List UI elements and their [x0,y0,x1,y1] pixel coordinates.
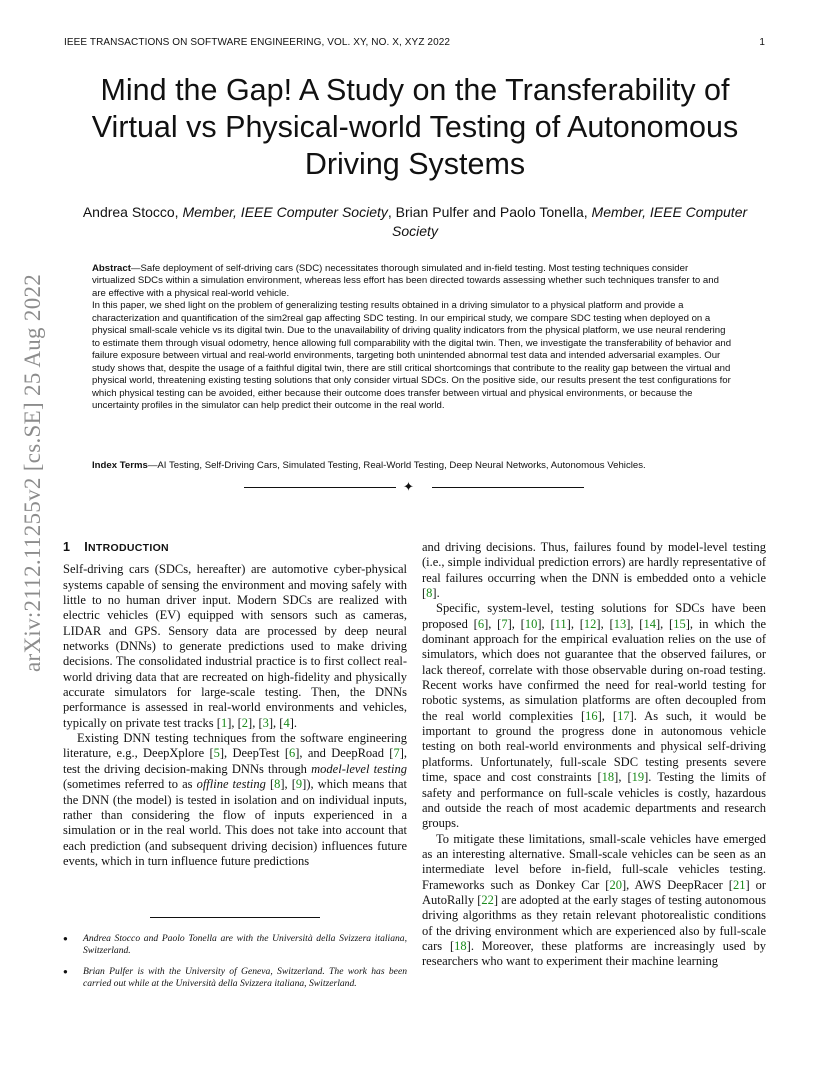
intro-paragraph-5: To mitigate these limitations, small-scale vehicles have emerged as an interesting alternative. Small-scale vehicles can be seen as an intermediate level before in-field, full-scale vehicles testing. Frameworks such as Donkey Car [20], AWS DeepRacer [21] or AutoRally [22] are adopted at the early stages of testing autonomous driving algorithms as they retain relevant photorealistic conditions of the driving environment which are experienced also by full-scale cars [18]. Moreover, these platforms are increasingly used by researchers who want to experiment their machine learning [422,831,767,969]
citation-link[interactable]: 8 [274,777,281,792]
paper-title: Mind the Gap! A Study on the Transferability of Virtual vs Physical-world Testing of Autonomous Driving Systems [91,73,739,181]
running-header [64,37,765,48]
footnote-1-text: Andrea Stocco and Paolo Tonella are with the Università della Svizzera italiana, Switzerland. [83,933,407,956]
footnote-1 [63,933,407,956]
citation-link[interactable]: 11 [554,616,567,631]
citation-link[interactable]: 13 [613,616,627,631]
divider-line-right [432,487,584,488]
section-heading [63,540,407,556]
section-number: 1 [63,540,71,554]
intro-paragraph-4: Specific, system-level, testing solutions for SDCs have been proposed [6], [7], [10], [11], [12], [13], [14], [15], in which the dominant approach for the empirical evaluation relies on the use of simulators, which does not guarantee that the observed failures, or lack thereof, correlate with those observable during on-road testing. Recent works have confirmed the need for real-world testing for robotic systems, as simulation platforms are often decoupled from the real world complexities [16], [17]. As such, it would be important to ground the progress done in autonomous vehicle testing on both real-world environments and physical self-driving platforms. Unfortunately, full-scale SDC testing presents severe time, space and cost constraints [18], [19]. Testing the limits of safety and performance on full-scale vehicles is costly, hazardous and outside the reach of most academic departments and research groups. [422,601,767,831]
citation-link[interactable]: 22 [481,892,494,907]
section-divider [244,481,584,495]
abstract-text-1: —Safe deployment of self-driving cars (SDC) necessitates thorough simulated and in-field testing. Most testing techniques consider virtualized SDCs within a simulation environment, whereas less effort has been directed towards assessing whether such techniques transfer to and are effective with a physical real-world vehicle. [92,263,719,299]
intro-paragraph-2: Existing DNN testing techniques from the software engineering literature, e.g., DeepXplore [5], DeepTest [6], and DeepRoad [7], test the driving decision-making DNNs through model-level testing (sometimes referred to as offline testing [8], [9]), which means that the DNN (the model) is tested in isolation and on individual inputs, rather than considering the flow of inputs experienced in a simulation or in the real world. This does not take into account that each prediction (and subsequent driving decision) influences future events, which in turn influence future predictions [63,731,408,868]
section-title-initial: I [84,540,89,554]
citation-link[interactable]: 19 [631,770,645,785]
abstract [92,263,732,412]
abstract-paragraph-2: In this paper, we shed light on the problem of generalizing testing results obtained in a driving simulator to a physical platform and provide a characterization and quantification of the sim2real gap affecting SDC testing. In our empirical study, we compare SDC testing when deployed on a physical small-scale vehicle vs its digital twin. Due to the unavailability of driving quality indicators from the physical platform, we use neural rendering to estimate them through visual odometry, hence allowing full comparability with the digital twin. Then, we investigate the transferability of behavior and failure exposure between virtual and real-world environments, targeting both unintended abnormal test data and intended adversarial examples. Our study shows that, despite the usage of a faithful digital twin, there are still critical shortcomings that contribute to the reality gap between the virtual and physical world, threatening existing testing solutions that only consider virtual SDCs. On the positive side, our results present the test configurations for which physical testing can be avoided, either because their outcome does transfer between virtual and physical environments, or because the uncertainty profiles in the simulator can help predict their outcome in the real world. [92,300,732,411]
index-terms-label: Index Terms [92,460,148,471]
author-list [80,203,750,241]
divider-line-left [244,487,396,488]
author-1: Andrea Stocco, [82,204,179,220]
intro-paragraph-1: Self-driving cars (SDCs, hereafter) are automotive cyber-physical systems capable of sensing the environment and moving safely with little to no human driver input. Modern SDCs are realized with electric vehicles (EV) equipped with sensors such as cameras, LIDAR and GPS. Sensory data are processed by deep neural networks (DNNs) to generate predictions used to make driving decisions. The consolidated industrial practice is to first collect real-world driving data that are recreated on high-fidelity and physically accurate simulators for large-scale testing. Then, the DNNs performance is assessed in real-world environments and vehicles, typically on private test tracks [1], [2], [3], [4]. [63,562,407,730]
citation-link[interactable]: 2 [241,715,249,730]
citation-link[interactable]: 14 [643,616,656,631]
citation-link[interactable]: 17 [617,708,630,723]
page-number: 1 [759,37,765,48]
citation-link[interactable]: 1 [220,715,228,730]
citation-link[interactable]: 8 [426,586,433,601]
citation-link[interactable]: 9 [295,777,303,792]
footnote-2-text: Brian Pulfer is with the University of Geneva, Switzerland. The work has been carried out while at the Università della Svizzera italiana, Switzerland. [83,966,407,989]
bullet-icon: ● [63,967,68,976]
citation-link[interactable]: 15 [673,616,686,631]
citation-link[interactable]: 20 [609,877,622,892]
citation-link[interactable]: 12 [583,616,597,631]
citation-link[interactable]: 18 [454,938,467,953]
citation-link[interactable]: 6 [477,616,485,631]
footnote-rule [150,917,320,918]
citation-link[interactable]: 7 [501,616,508,631]
abstract-paragraph-1 [92,263,732,300]
section-title-rest: NTRODUCTION [88,542,169,554]
citation-link[interactable]: 16 [585,708,598,723]
index-terms [92,460,732,472]
intro-paragraph-3: and driving decisions. Thus, failures found by model-level testing (i.e., simple individual prediction errors) are hardly representative of real failures occurring when the DNN is embedded onto a vehicle [8]. [422,540,766,601]
citation-link[interactable]: 10 [524,616,538,631]
author-2-3-affiliation: Member, IEEE Computer Society [392,204,748,239]
abstract-label: Abstract [92,263,131,274]
author-1-affiliation: Member, IEEE Computer Society [182,204,388,220]
author-2-3: , Brian Pulfer and Paolo Tonella, [387,204,588,220]
arxiv-stamp: arXiv:2112.11255v2 [cs.SE] 25 Aug 2022 [20,273,45,672]
bullet-icon: ● [63,934,68,943]
left-column [63,540,407,869]
index-terms-text: —AI Testing, Self-Driving Cars, Simulated Testing, Real-World Testing, Deep Neural Networks, Autonomous Vehicles. [147,460,646,471]
journal-line: IEEE TRANSACTIONS ON SOFTWARE ENGINEERING, VOL. XY, NO. X, XYZ 2022 [64,37,451,48]
citation-link[interactable]: 4 [283,715,290,730]
citation-link[interactable]: 21 [732,877,746,892]
citation-link[interactable]: 6 [288,746,296,761]
right-column [422,540,766,970]
citation-link[interactable]: 5 [213,746,220,761]
citation-link[interactable]: 7 [393,746,400,761]
divider-star-icon: ✦ [403,479,414,494]
citation-link[interactable]: 18 [601,770,615,785]
footnote-2 [63,966,407,989]
citation-link[interactable]: 3 [262,715,269,730]
